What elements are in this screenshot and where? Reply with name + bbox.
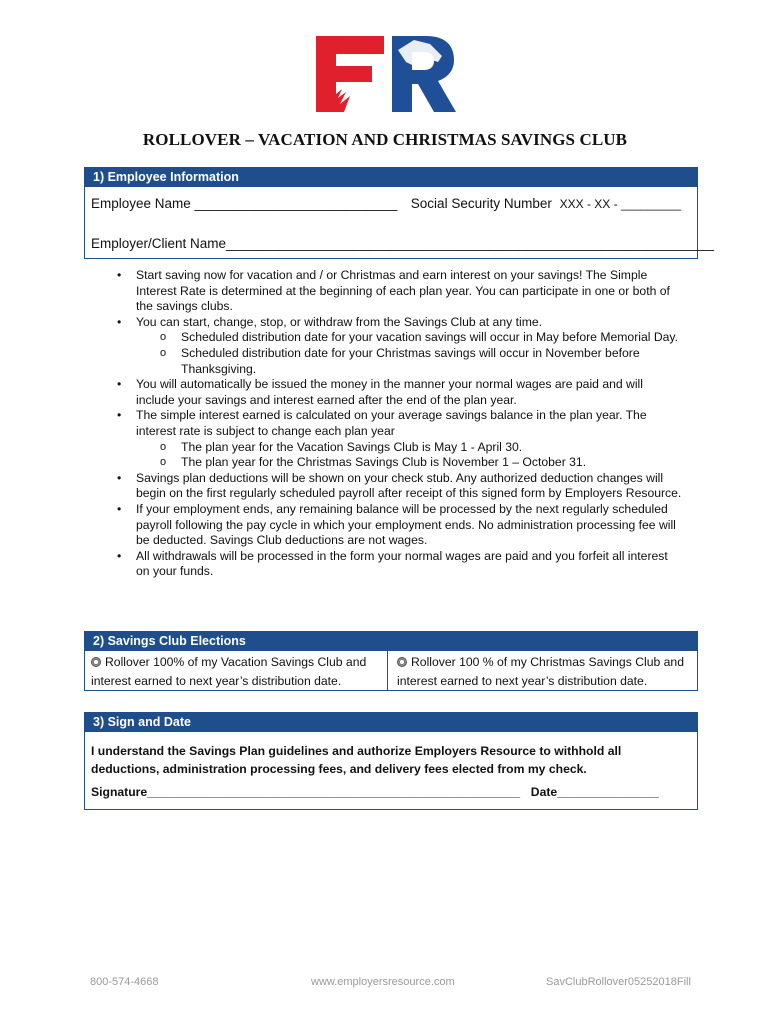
sub-list	[136, 330, 683, 377]
employer-client-name-field[interactable]: Employer/Client Name_________________________________________________________________	[91, 236, 715, 251]
bullet-item	[118, 549, 683, 580]
sub-bullet-item: o The plan year for the Christmas Savings Club is November 1 – October 31.	[136, 455, 683, 471]
bullet-text: You will automatically be issued the money in the manner your normal wages are paid and will include your savings and interest earned after the end of the plan year.	[136, 377, 643, 407]
footer-website: www.employersresource.com	[311, 976, 455, 988]
bullet-text: If your employment ends, any remaining balance will be processed by the next regularly scheduled payroll following the pay cycle in which your employment ends. No administration processing fee will be deducted. Savings Club deductions are not wages.	[136, 501, 676, 548]
authorization-statement: I understand the Savings Plan guidelines and authorize Employers Resource to withhold all deductions, administration processing fees, and delivery fees elected from my check.	[91, 744, 622, 776]
radio-icon[interactable]	[397, 657, 407, 667]
section1-header: 1) Employee Information	[85, 168, 697, 187]
employee-name-row	[91, 196, 681, 211]
section3-header: 3) Sign and Date	[85, 713, 697, 732]
savings-club-rules-list	[118, 268, 683, 580]
bullet-text: All withdrawals will be processed in the form your normal wages are paid and you forfeit all interest on your funds.	[136, 548, 668, 579]
bullet-item	[118, 377, 683, 408]
christmas-rollover-label: Rollover 100 % of my Christmas Savings Club and interest earned to next year’s distribution date.	[397, 655, 684, 688]
bullet-text: The simple interest earned is calculated on your average savings balance in the plan year. The interest rate is subject to change each plan year	[136, 408, 647, 438]
section2-header: 2) Savings Club Elections	[85, 632, 697, 651]
bullet-item	[118, 315, 683, 377]
christmas-rollover-option[interactable]	[389, 651, 697, 690]
sub-bullet-item: o The plan year for the Vacation Savings Club is May 1 - April 30.	[136, 440, 683, 456]
vacation-rollover-label: Rollover 100% of my Vacation Savings Club and interest earned to next year’s distribution date.	[91, 655, 367, 688]
bullet-item	[118, 471, 683, 502]
signature-field[interactable]: Signature_______________________________________________________	[91, 785, 521, 799]
bullet-item	[118, 408, 683, 470]
ssn-field[interactable]: XXX - XX - _________	[559, 197, 682, 211]
bullet-text: Savings plan deductions will be shown on your check stub. Any authorized deduction changes will begin on the first regularly scheduled payroll after receipt of this signed form by Employers Resource.	[136, 470, 682, 501]
radio-icon[interactable]	[91, 657, 101, 667]
savings-club-elections-section	[84, 631, 698, 691]
date-field[interactable]: Date_______________	[530, 785, 659, 799]
page-title: ROLLOVER – VACATION AND CHRISTMAS SAVINGS CLUB	[142, 130, 628, 149]
bullet-text: Start saving now for vacation and / or Christmas and earn interest on your savings! The Simple Interest Rate is determined at the beginning of each plan year. You can participate in one or both of the savings clubs.	[136, 268, 670, 314]
ssn-label: Social Security Number	[410, 196, 552, 211]
sub-list	[136, 440, 683, 471]
bullet-text: You can start, change, stop, or withdraw from the Savings Club at any time.	[136, 314, 543, 329]
sign-and-date-section	[84, 712, 698, 810]
logo-f-shape	[316, 36, 384, 112]
employee-name-field[interactable]: Employee Name ___________________________	[91, 196, 398, 211]
sub-bullet-item: o Scheduled distribution date for your vacation savings will occur in May before Memorial Day.	[136, 330, 683, 346]
footer-form-code: SavClubRollover05252018Fill	[546, 976, 691, 988]
footer-phone: 800-574-4668	[90, 976, 159, 988]
bullet-item	[118, 502, 683, 549]
vacation-rollover-option[interactable]	[85, 651, 388, 690]
bullet-item	[118, 268, 683, 315]
signature-date-row	[91, 785, 659, 799]
employee-information-section	[84, 167, 715, 259]
employers-resource-logo	[314, 34, 456, 114]
sub-bullet-item: o Scheduled distribution date for your Christmas savings will occur in November before Thanksgiving.	[136, 346, 683, 377]
